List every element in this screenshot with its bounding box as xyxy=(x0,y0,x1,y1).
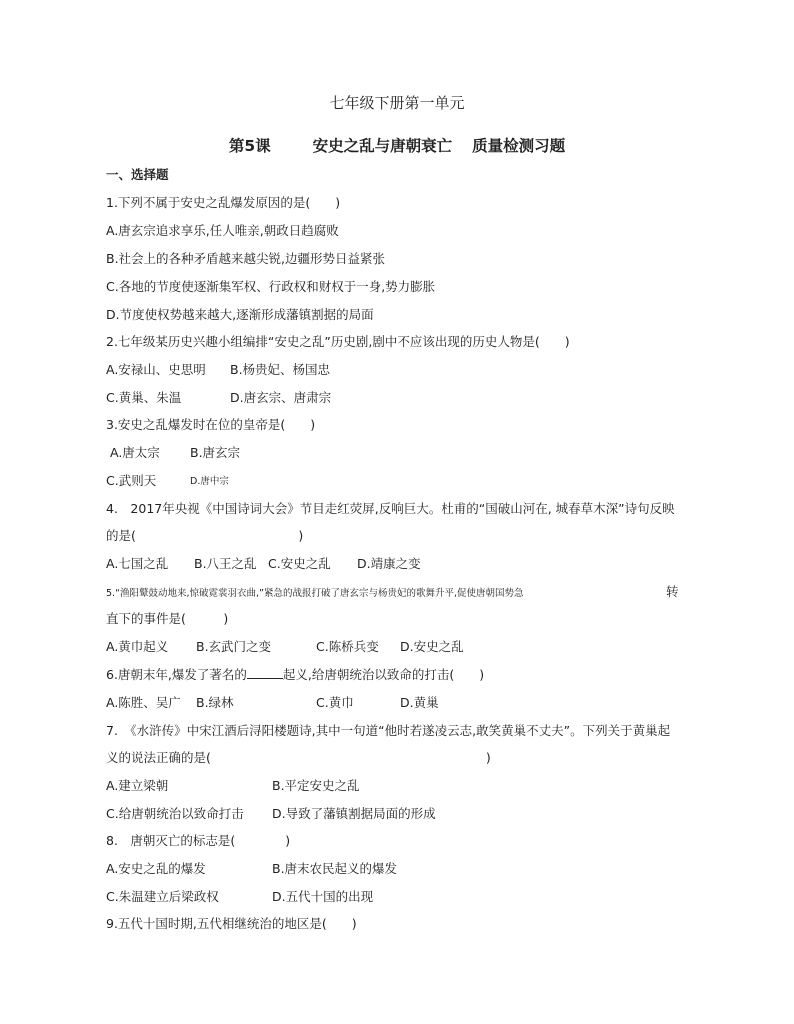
question-option: B.平定安史之乱 xyxy=(272,778,360,793)
question-option: D.五代十国的出现 xyxy=(272,889,374,904)
question-stem: 1.下列不属于安史之乱爆发原因的是( ) xyxy=(106,195,341,210)
question-stem-continued: 的是( ) xyxy=(106,528,304,543)
lesson-suffix: 质量检测习题 xyxy=(472,137,566,155)
lesson-number: 第5课 xyxy=(228,137,271,155)
question-option: D.导致了藩镇割据局面的形成 xyxy=(272,806,436,821)
section-heading: 一、选择题 xyxy=(106,167,169,182)
question-option: C.黄巾 xyxy=(316,695,354,710)
unit-title: 七年级下册第一单元 xyxy=(329,94,465,112)
question-option: A.唐太宗 xyxy=(110,445,160,460)
question-option: B.玄武门之变 xyxy=(196,639,272,654)
question-stem: 2.七年级某历史兴趣小组编排“安史之乱”历史剧,剧中不应该出现的历史人物是( ) xyxy=(106,334,570,349)
question-option: B.绿林 xyxy=(196,695,234,710)
question-option: C.安史之乱 xyxy=(268,556,331,571)
question-option: B.唐玄宗 xyxy=(190,445,241,460)
question-stem: 3.安史之乱爆发时在位的皇帝是( ) xyxy=(106,417,316,432)
question-option: B.杨贵妃、杨国忠 xyxy=(230,362,331,377)
question-option: B.社会上的各种矛盾越来越尖锐,边疆形势日益紧张 xyxy=(106,251,386,266)
question-option: A.建立梁朝 xyxy=(106,778,169,793)
question-option: D.节度使权势越来越大,逐渐形成藩镇割据的局面 xyxy=(106,307,374,322)
question-option: C.各地的节度使逐渐集军权、行政权和财权于一身,势力膨胀 xyxy=(106,279,436,294)
question-option: A.唐玄宗追求享乐,任人唯亲,朝政日趋腐败 xyxy=(106,223,339,238)
question-option: A.安禄山、史思明 xyxy=(106,362,206,377)
question-option: A.七国之乱 xyxy=(106,556,169,571)
question-option: D.唐玄宗、唐肃宗 xyxy=(230,390,332,405)
question-option: A.黄巾起义 xyxy=(106,639,169,654)
question-option: A.安史之乱的爆发 xyxy=(106,861,206,876)
question-option: A.陈胜、吴广 xyxy=(106,695,181,710)
question-stem-tail: 转 xyxy=(666,584,679,599)
answer-blank xyxy=(247,666,283,679)
question-option: C.给唐朝统治以致命打击 xyxy=(106,806,244,821)
question-stem-part: 6.唐朝末年,爆发了著名的 xyxy=(106,667,247,682)
question-option: C.武则天 xyxy=(106,473,157,488)
question-stem xyxy=(106,666,484,684)
question-stem-part: 起义,给唐朝统治以致命的打击( ) xyxy=(282,667,485,682)
question-stem: 5.“渔阳鼙鼓动地来,惊破霓裳羽衣曲,”紧急的战报打破了唐玄宗与杨贵妃的歌舞升平,促使唐朝国势急 xyxy=(106,588,524,599)
question-option: D.唐中宗 xyxy=(190,476,229,487)
question-stem: 4. 2017年央视《中国诗词大会》节目走红荧屏,反响巨大。杜甫的“国破山河在, 城春草木深”诗句反映 xyxy=(106,501,675,516)
lesson-title xyxy=(0,134,794,156)
question-option: D.黄巢 xyxy=(400,695,439,710)
question-stem: 7. 《水浒传》中宋江酒后浔阳楼题诗,其中一句道“他时若遂凌云志,敢笑黄巢不丈夫”。下列关于黄巢起 xyxy=(106,723,671,738)
lesson-topic: 安史之乱与唐朝衰亡 xyxy=(312,137,453,155)
question-option: B.唐末农民起义的爆发 xyxy=(272,861,398,876)
question-stem: 9.五代十国时期,五代相继统治的地区是( ) xyxy=(106,916,357,931)
question-option: C.朱温建立后梁政权 xyxy=(106,889,219,904)
question-option: B.八王之乱 xyxy=(194,556,257,571)
question-stem-continued: 直下的事件是( ) xyxy=(106,611,229,626)
question-stem: 8. 唐朝灭亡的标志是( ) xyxy=(106,833,291,848)
question-option: D.安史之乱 xyxy=(400,639,464,654)
question-stem-continued: 义的说法正确的是( ) xyxy=(106,750,491,765)
question-option: D.靖康之变 xyxy=(357,556,421,571)
question-option: C.陈桥兵变 xyxy=(316,639,379,654)
question-option: C.黄巢、朱温 xyxy=(106,390,182,405)
